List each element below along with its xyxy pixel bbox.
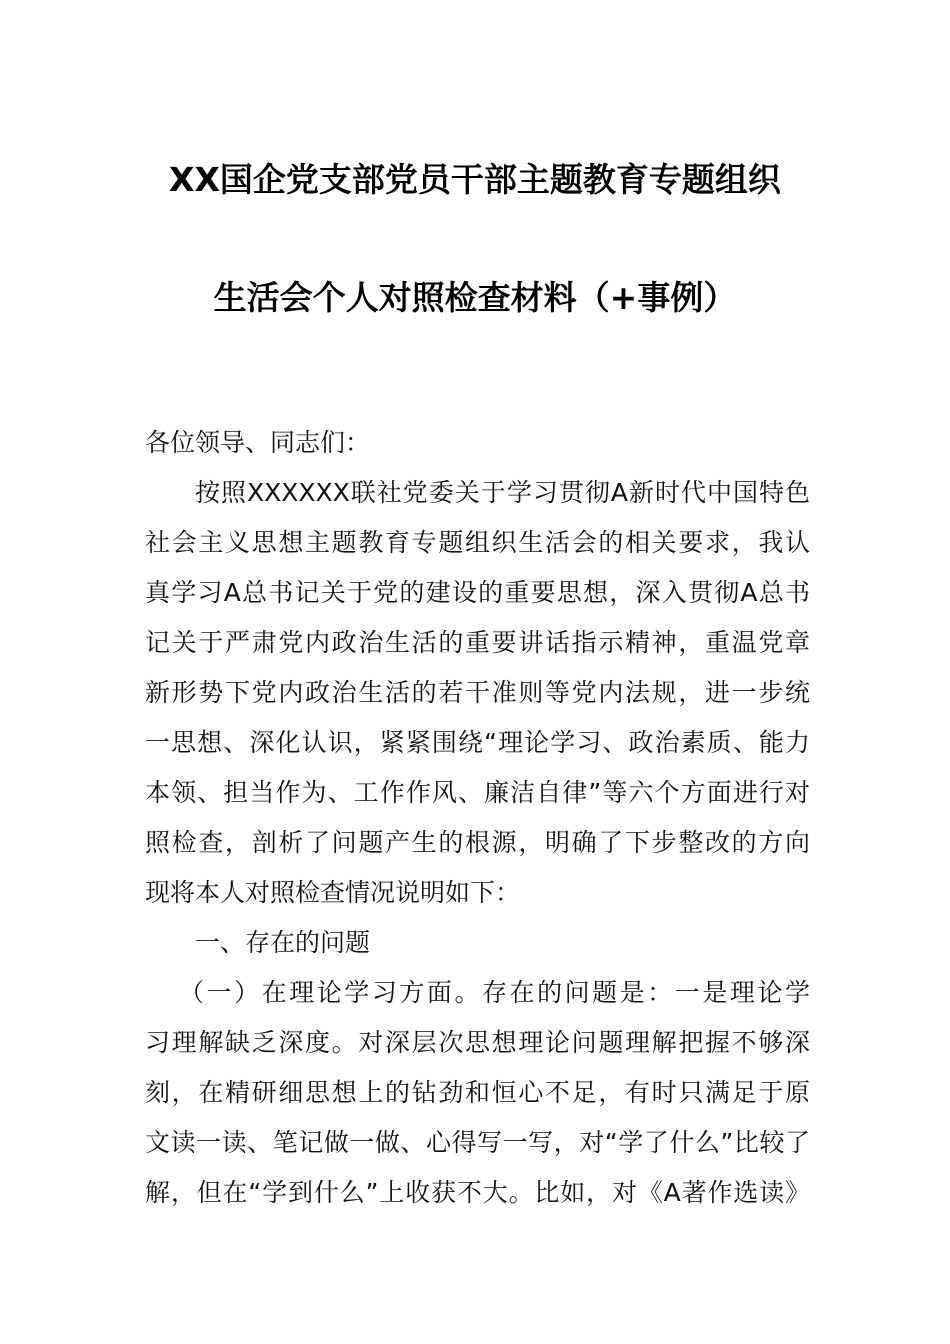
salutation: 各位领导、同志们： (145, 428, 371, 457)
paragraph-line: 习理解缺乏深度。对深层次思想理论问题理解把握不够深 (145, 1028, 810, 1057)
paragraph-line: 本领、担当作为、工作作风、廉洁自律”等六个方面进行对 (145, 778, 810, 807)
paragraph-line: 现将本人对照检查情况说明如下： (145, 878, 521, 907)
paragraph-line: （一）在理论学习方面。存在的问题是：一是理论学 (179, 978, 810, 1007)
document-title-line-1: XX国企党支部党员干部主题教育专题组织 (169, 160, 781, 199)
document-title-line-2: 生活会个人对照检查材料（+事例） (213, 278, 737, 317)
paragraph-line: 社会主义思想主题教育专题组织生活会的相关要求，我认 (145, 528, 810, 557)
paragraph-line: 解，但在“学到什么”上收获不大。比如，对《A著作选读》 (145, 1178, 810, 1207)
paragraph-line: 一思想、深化认识，紧紧围绕“理论学习、政治素质、能力 (145, 728, 810, 757)
paragraph-line: 刻，在精研细思想上的钻劲和恒心不足，有时只满足于原 (145, 1078, 810, 1107)
paragraph-line: 真学习A总书记关于党的建设的重要思想，深入贯彻A总书 (145, 578, 810, 607)
document-body (145, 418, 810, 1218)
section-heading: 一、存在的问题 (195, 928, 371, 957)
paragraph-line: 照检查，剖析了问题产生的根源，明确了下步整改的方向 (145, 828, 810, 857)
paragraph-line: 按照XXXXXX联社党委关于学习贯彻A新时代中国特色 (195, 478, 810, 507)
paragraph-line: 新形势下党内政治生活的若干准则等党内法规，进一步统 (145, 678, 810, 707)
paragraph-line: 文读一读、笔记做一做、心得写一写，对“学了什么”比较了 (145, 1128, 810, 1157)
paragraph-line: 记关于严肃党内政治生活的重要讲话指示精神，重温党章 (145, 628, 810, 657)
